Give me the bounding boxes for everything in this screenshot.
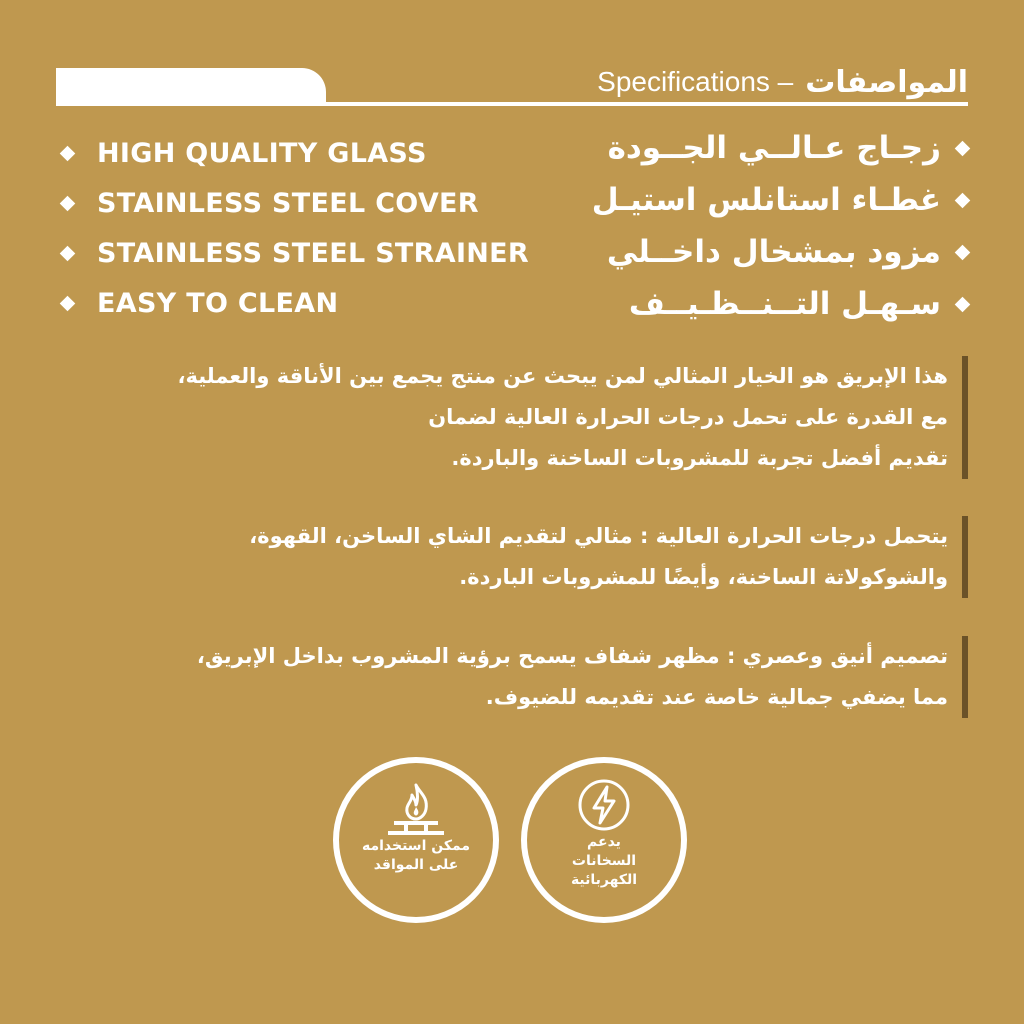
electric-heater-badge <box>521 757 687 923</box>
paragraph-line: مما يضفي جمالية خاصة عند تقديمه للضيوف. <box>485 685 948 709</box>
diamond-bullet-icon <box>60 245 76 261</box>
spec-item-glass <box>56 128 556 178</box>
stove-compatible-badge <box>333 757 499 923</box>
heat-resistance-paragraph <box>68 516 968 598</box>
description-paragraph <box>68 356 968 479</box>
page-title <box>597 64 968 100</box>
badge-text-line: ممكن استخدامه <box>361 838 471 854</box>
paragraph-line: يتحمل درجات الحرارة العالية : مثالي لتقديم الشاي الساخن، القهوة، <box>249 524 948 548</box>
page-title-arabic: المواصفات <box>805 64 968 100</box>
spec-item-clean <box>56 278 556 328</box>
paragraph-line: تقديم أفضل تجربة للمشروبات الساخنة والباردة. <box>451 446 948 470</box>
spec-label: HIGH QUALITY GLASS <box>97 137 427 169</box>
spec-item-glass-ar <box>548 122 968 174</box>
spec-item-cover-ar <box>548 174 968 226</box>
spec-label-ar: غطـاء استانلس استيـل <box>591 182 941 218</box>
spec-item-strainer <box>56 228 556 278</box>
diamond-bullet-icon <box>60 295 76 311</box>
badge-text-line: السخانات <box>571 853 637 869</box>
spec-label: STAINLESS STEEL STRAINER <box>97 237 530 269</box>
specs-arabic-list <box>548 122 968 330</box>
spec-label: EASY TO CLEAN <box>97 287 339 319</box>
diamond-bullet-icon <box>60 145 76 161</box>
badge-text-line: يدعم <box>587 834 621 850</box>
diamond-bullet-icon <box>955 140 971 156</box>
diamond-bullet-icon <box>955 296 971 312</box>
lightning-bolt-icon <box>576 777 632 833</box>
design-paragraph <box>68 636 968 718</box>
paragraph-line: تصميم أنيق وعصري : مظهر شفاف يسمح برؤية المشروب بداخل الإبريق، <box>196 644 948 668</box>
paragraph-line: هذا الإبريق هو الخيار المثالي لمن يبحث عن منتج يجمع بين الأناقة والعملية، <box>177 364 948 388</box>
specs-english-list <box>56 128 556 328</box>
paragraph-line: والشوكولاتة الساخنة، وأيضًا للمشروبات الباردة. <box>459 565 948 589</box>
header-underline <box>56 102 968 106</box>
diamond-bullet-icon <box>955 244 971 260</box>
diamond-bullet-icon <box>955 192 971 208</box>
spec-item-cover <box>56 178 556 228</box>
badge-text-line: على المواقد <box>373 857 459 873</box>
spec-label-ar: مزود بمشخال داخــلي <box>606 234 941 270</box>
paragraph-line: مع القدرة على تحمل درجات الحرارة العالية لضمان <box>428 405 948 429</box>
spec-label-ar: سـهـل التــنــظـيــف <box>628 286 941 322</box>
spec-label: STAINLESS STEEL COVER <box>97 187 479 219</box>
diamond-bullet-icon <box>60 195 76 211</box>
spec-item-clean-ar <box>548 278 968 330</box>
header-tab-shape <box>56 68 326 106</box>
page-title-english: Specifications – <box>597 66 794 97</box>
spec-label-ar: زجـاج عـالــي الجــودة <box>607 130 941 166</box>
spec-item-strainer-ar <box>548 226 968 278</box>
badge-text-line: الكهربائية <box>570 872 638 888</box>
gas-stove-flame-icon <box>384 781 448 837</box>
